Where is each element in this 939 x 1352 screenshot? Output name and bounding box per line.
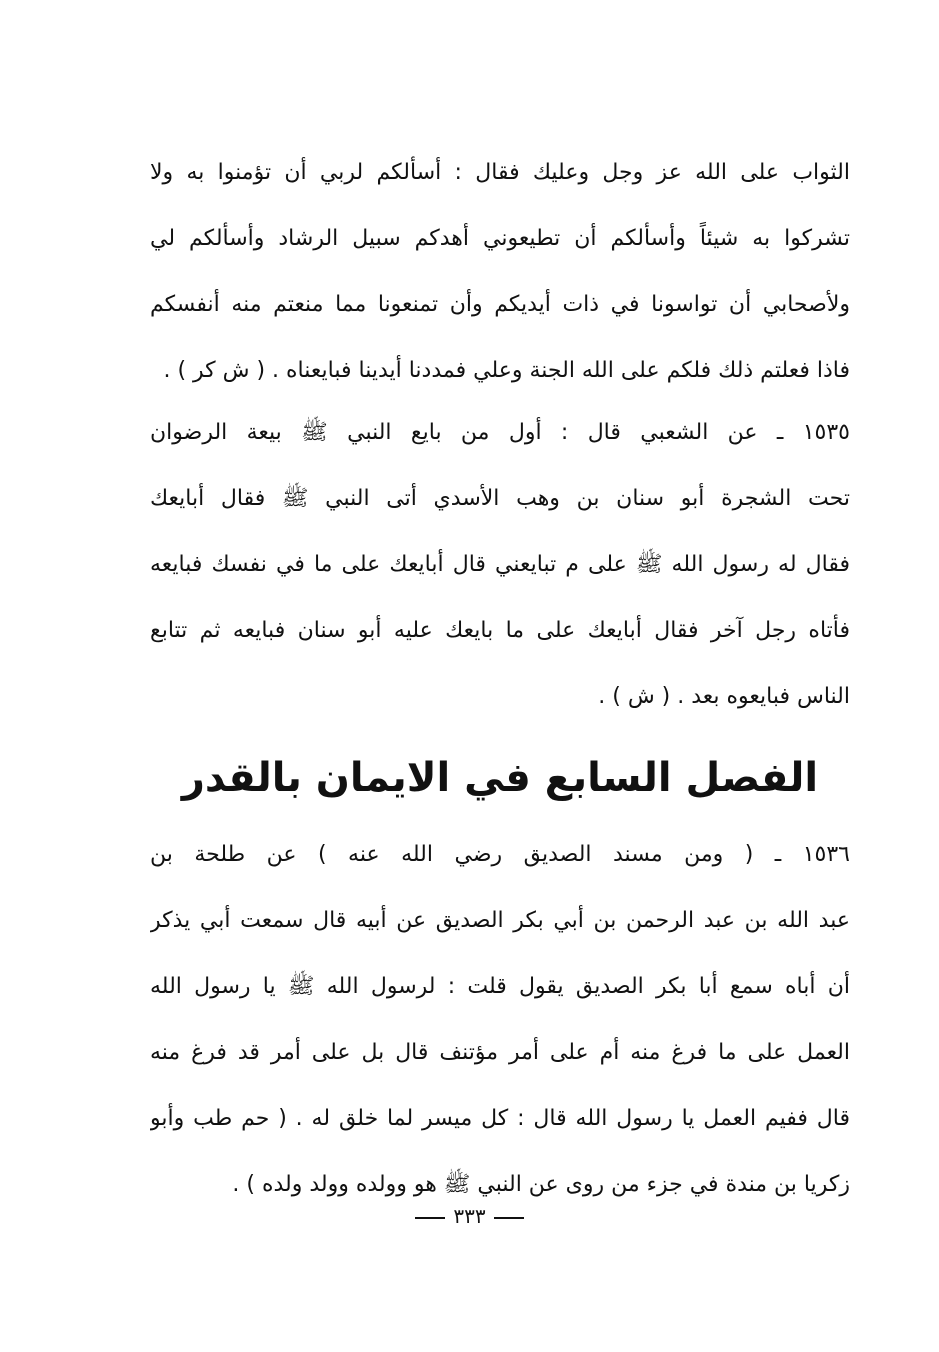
page-number-value: ٣٣٣ — [453, 1204, 486, 1228]
text-line: تحت الشجرة أبو سنان بن وهب الأسدي أتى النبي ﷺ فقال أبايعك — [150, 486, 850, 511]
text-line: تشركوا به شيئاً وأسألكم أن تطيعوني أهدكم سبيل الرشاد وأسألكم لي — [150, 226, 850, 251]
text-line: الناس فبايعوه بعد . ( ش ) . — [598, 684, 850, 709]
text-line: فاذا فعلتم ذلك فلكم على الله الجنة وعلي فمددنا أيدينا فبايعناه . ( ش كر ) . — [163, 358, 850, 383]
text-line: قال ففيم العمل يا رسول الله قال : كل ميسر لما خلق له . ( حم طب وأبو — [150, 1106, 850, 1131]
text-line: الثواب على الله عز وجل وعليك فقال : أسألكم لربي أن تؤمنوا به ولا — [150, 160, 850, 185]
text-line: ١٥٣٦ ـ ( ومن مسند الصديق رضي الله عنه ) عن طلحة بن — [150, 842, 850, 867]
text-line: العمل على ما فرغ منه أم على أمر مؤتنف قال بل على أمر قد فرغ منه — [150, 1040, 850, 1065]
text-line: أن أباه سمع أبا بكر الصديق يقول قلت : لرسول الله ﷺ يا رسول الله — [150, 974, 850, 999]
text-line: ولأصحابي أن تواسونا في ذات أيديكم وأن تمنعونا مما منعتم منه أنفسكم — [150, 292, 850, 317]
text-line: ١٥٣٥ ـ عن الشعبي قال : أول من بايع النبي ﷺ بيعة الرضوان — [150, 420, 850, 445]
page-number — [0, 1204, 939, 1228]
text-line: فأتاه رجل آخر فقال أبايعك على ما بايعك عليه أبو سنان فبايعه ثم تتابع — [150, 618, 850, 643]
hadith-1535 — [150, 400, 850, 730]
page-number-dash-left — [494, 1217, 524, 1219]
paragraph-continuation — [150, 140, 850, 404]
chapter-heading: الفصل السابع في الايمان بالقدر — [181, 755, 819, 801]
text-line: زكريا بن مندة في جزء من روى عن النبي ﷺ هو وولده وولد ولده ) . — [232, 1172, 850, 1197]
hadith-1536 — [150, 822, 850, 1218]
text-line: عبد الله بن عبد الرحمن بن أبي بكر الصديق عن أبيه قال سمعت أبي يذكر — [150, 908, 850, 933]
page-number-dash-right — [415, 1217, 445, 1219]
text-line: فقال له رسول الله ﷺ على م تبايعني قال أبايعك على ما في نفسك فبايعه — [150, 552, 850, 577]
